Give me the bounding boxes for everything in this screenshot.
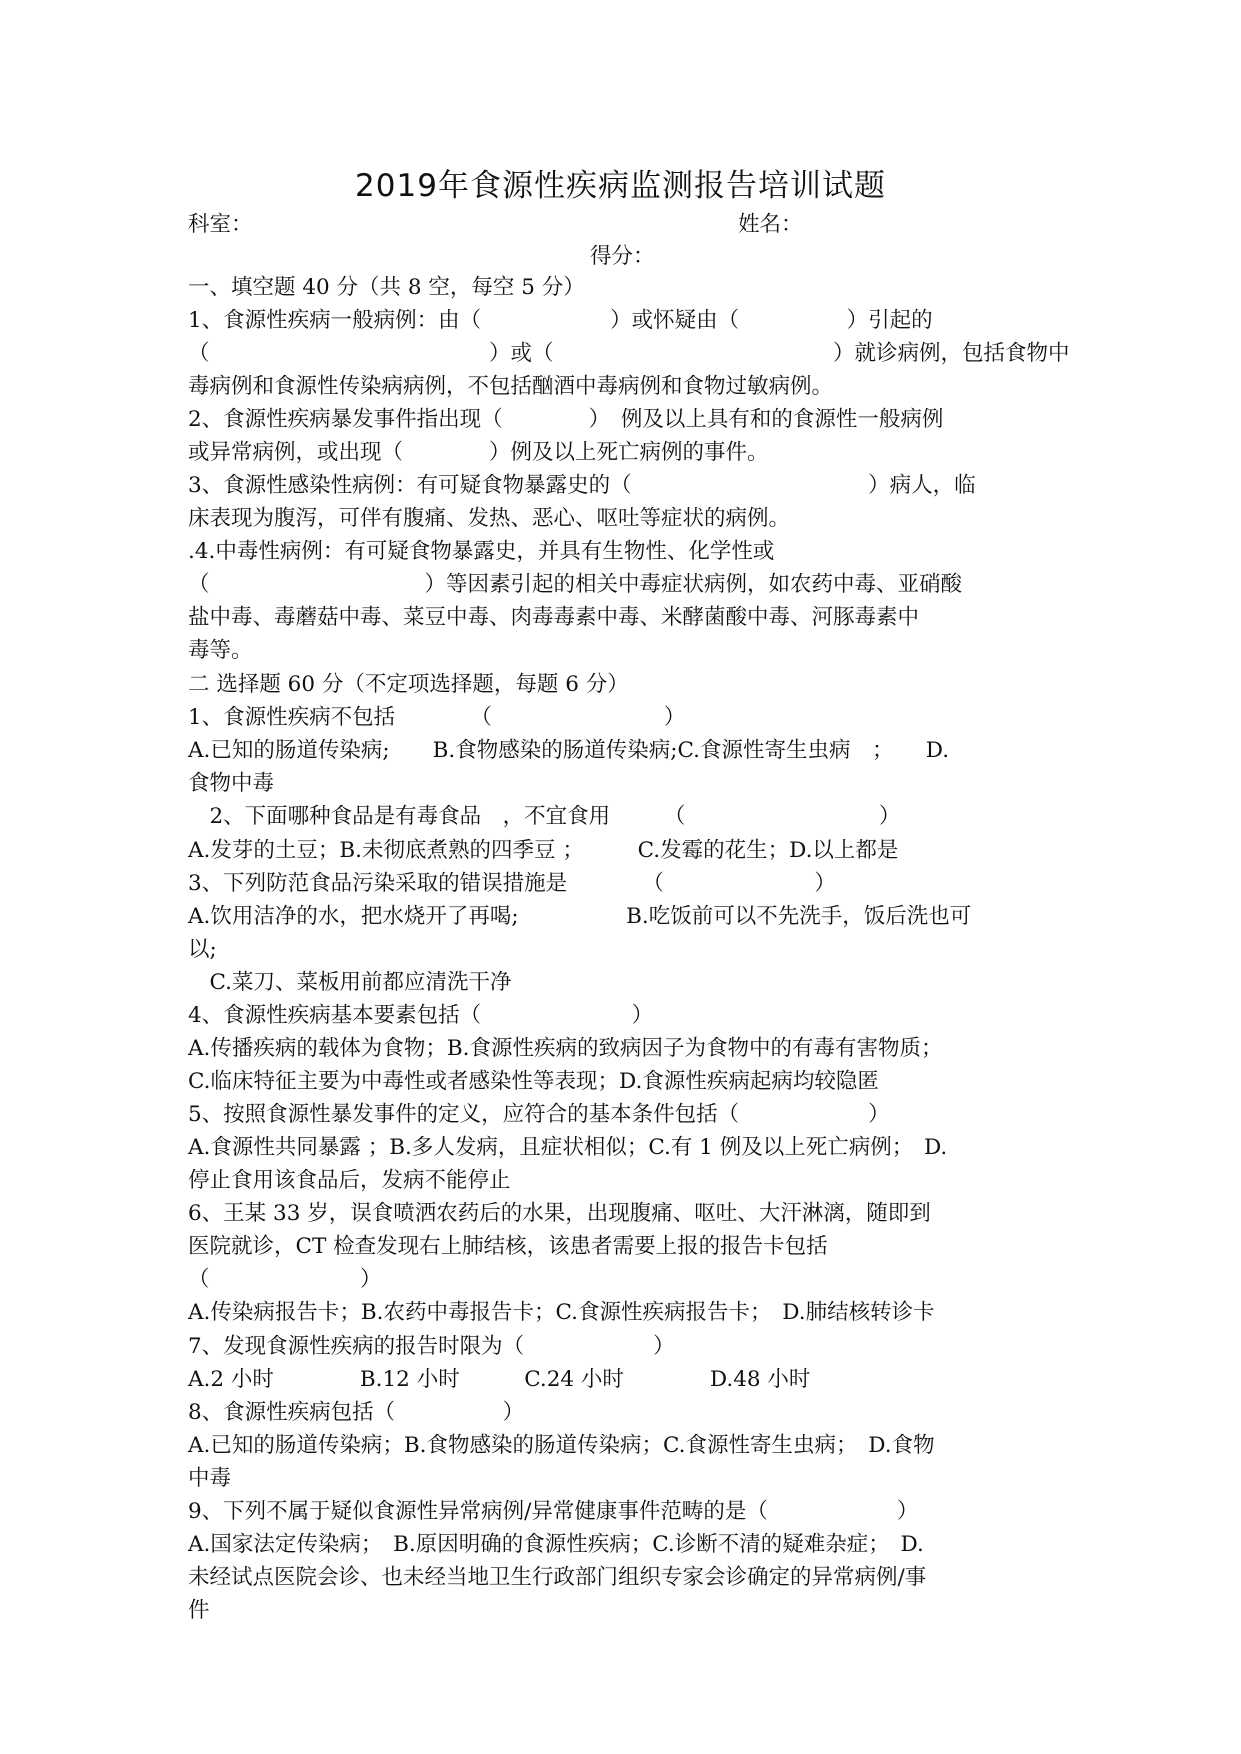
text-line: 5、按照食源性暴发事件的定义，应符合的基本条件包括（ ） [188,1102,890,1127]
text-line: 医院就诊，CT 检查发现右上肺结核，该患者需要上报的报告卡包括 [188,1234,828,1259]
text-line: 6、王某 33 岁，误食喷洒农药后的水果，出现腹痛、呕吐、大汗淋漓，随即到 [188,1201,931,1226]
text-line: .4.中毒性病例：有可疑食物暴露史，并具有生物性、化学性或 [188,539,775,564]
text-line: 9、下列不属于疑似食源性异常病例/异常健康事件范畴的是（ ） [188,1499,919,1524]
text-line: 或异常病例，或出现（ ）例及以上死亡病例的事件。 [188,440,769,465]
text-line: 一、填空题 40 分（共 8 空，每空 5 分） [188,275,585,300]
text-line: 1、食源性疾病一般病例：由（ ）或怀疑由（ ）引起的 [188,308,933,333]
dept-label: 科室： [188,212,253,237]
text-line: A.已知的肠道传染病；B.食物感染的肠道传染病；C.食源性寄生虫病； D.食物 [188,1433,935,1458]
text-line: C.临床特征主要为中毒性或者感染性等表现；D.食源性疾病起病均较隐匿 [188,1069,879,1094]
text-line: 8、食源性疾病包括（ ） [188,1400,525,1425]
text-line: A.饮用洁净的水，把水烧开了再喝; B.吃饭前可以不先洗手，饭后洗也可 [188,904,972,929]
text-line: 盐中毒、毒蘑菇中毒、菜豆中毒、肉毒毒素中毒、米酵菌酸中毒、河豚毒素中 [188,605,920,630]
text-line: 1、食源性疾病不包括 （ ） [188,705,686,730]
text-line: 2、食源性疾病暴发事件指出现（ ） 例及以上具有和的食源性一般病例 [188,407,944,432]
text-line: 2、下面哪种食品是有毒食品 ，不宜食用 （ ） [188,804,901,829]
text-line: A.发芽的土豆；B.未彻底煮熟的四季豆 ； C.发霉的花生；D.以上都是 [188,838,899,863]
text-line: （ ）或（ ）就诊病例，包括食物中 [188,341,1070,366]
text-line: A.国家法定传染病； B.原因明确的食源性疾病；C.诊断不清的疑难杂症； D. [188,1532,924,1557]
text-line: C.菜刀、菜板用前都应清洗干净 [188,970,512,995]
text-line: 毒病例和食源性传染病病例，不包括酗酒中毒病例和食物过敏病例。 [188,374,834,399]
text-line: A.食源性共同暴露 ；B.多人发病，且症状相似；C.有 1 例及以上死亡病例； D. [188,1135,948,1160]
document-title: 2019年食源性疾病监测报告培训试题 [355,168,886,204]
text-line: 3、下列防范食品污染采取的错误措施是 （ ） [188,871,836,896]
text-line: 床表现为腹泻，可伴有腹痛、发热、恶心、呕吐等症状的病例。 [188,506,791,531]
text-line: 未经试点医院会诊、也未经当地卫生行政部门组织专家会诊确定的异常病例/事 [188,1565,927,1590]
text-line: 食物中毒 [188,771,275,796]
score-label: 得分： [590,244,655,269]
text-line: 中毒 [188,1466,232,1491]
text-line: 停止食用该食品后，发病不能停止 [188,1168,511,1193]
text-line: A.传染病报告卡；B.农药中毒报告卡；C.食源性疾病报告卡； D.肺结核转诊卡 [188,1300,935,1325]
text-line: A.已知的肠道传染病; B.食物感染的肠道传染病;C.食源性寄生虫病 ； D. [188,738,950,763]
text-line: （ ）等因素引起的相关中毒症状病例，如农药中毒、亚硝酸 [188,572,963,597]
text-line: 7、发现食源性疾病的报告时限为（ ） [188,1334,675,1359]
text-line: （ ） [188,1267,382,1292]
text-line: 二 选择题 60 分（不定项选择题，每题 6 分） [188,672,629,697]
text-line: 3、食源性感染性病例：有可疑食物暴露史的（ ）病人，临 [188,473,976,498]
text-line: 以; [188,937,217,962]
name-label: 姓名： [738,212,803,237]
text-line: 4、食源性疾病基本要素包括（ ） [188,1003,654,1028]
text-line: A.2 小时 B.12 小时 C.24 小时 D.48 小时 [188,1367,811,1392]
text-line: A.传播疾病的载体为食物；B.食源性疾病的致病因子为食物中的有毒有害物质； [188,1036,943,1061]
text-line: 件 [188,1598,210,1623]
text-line: 毒等。 [188,638,253,663]
